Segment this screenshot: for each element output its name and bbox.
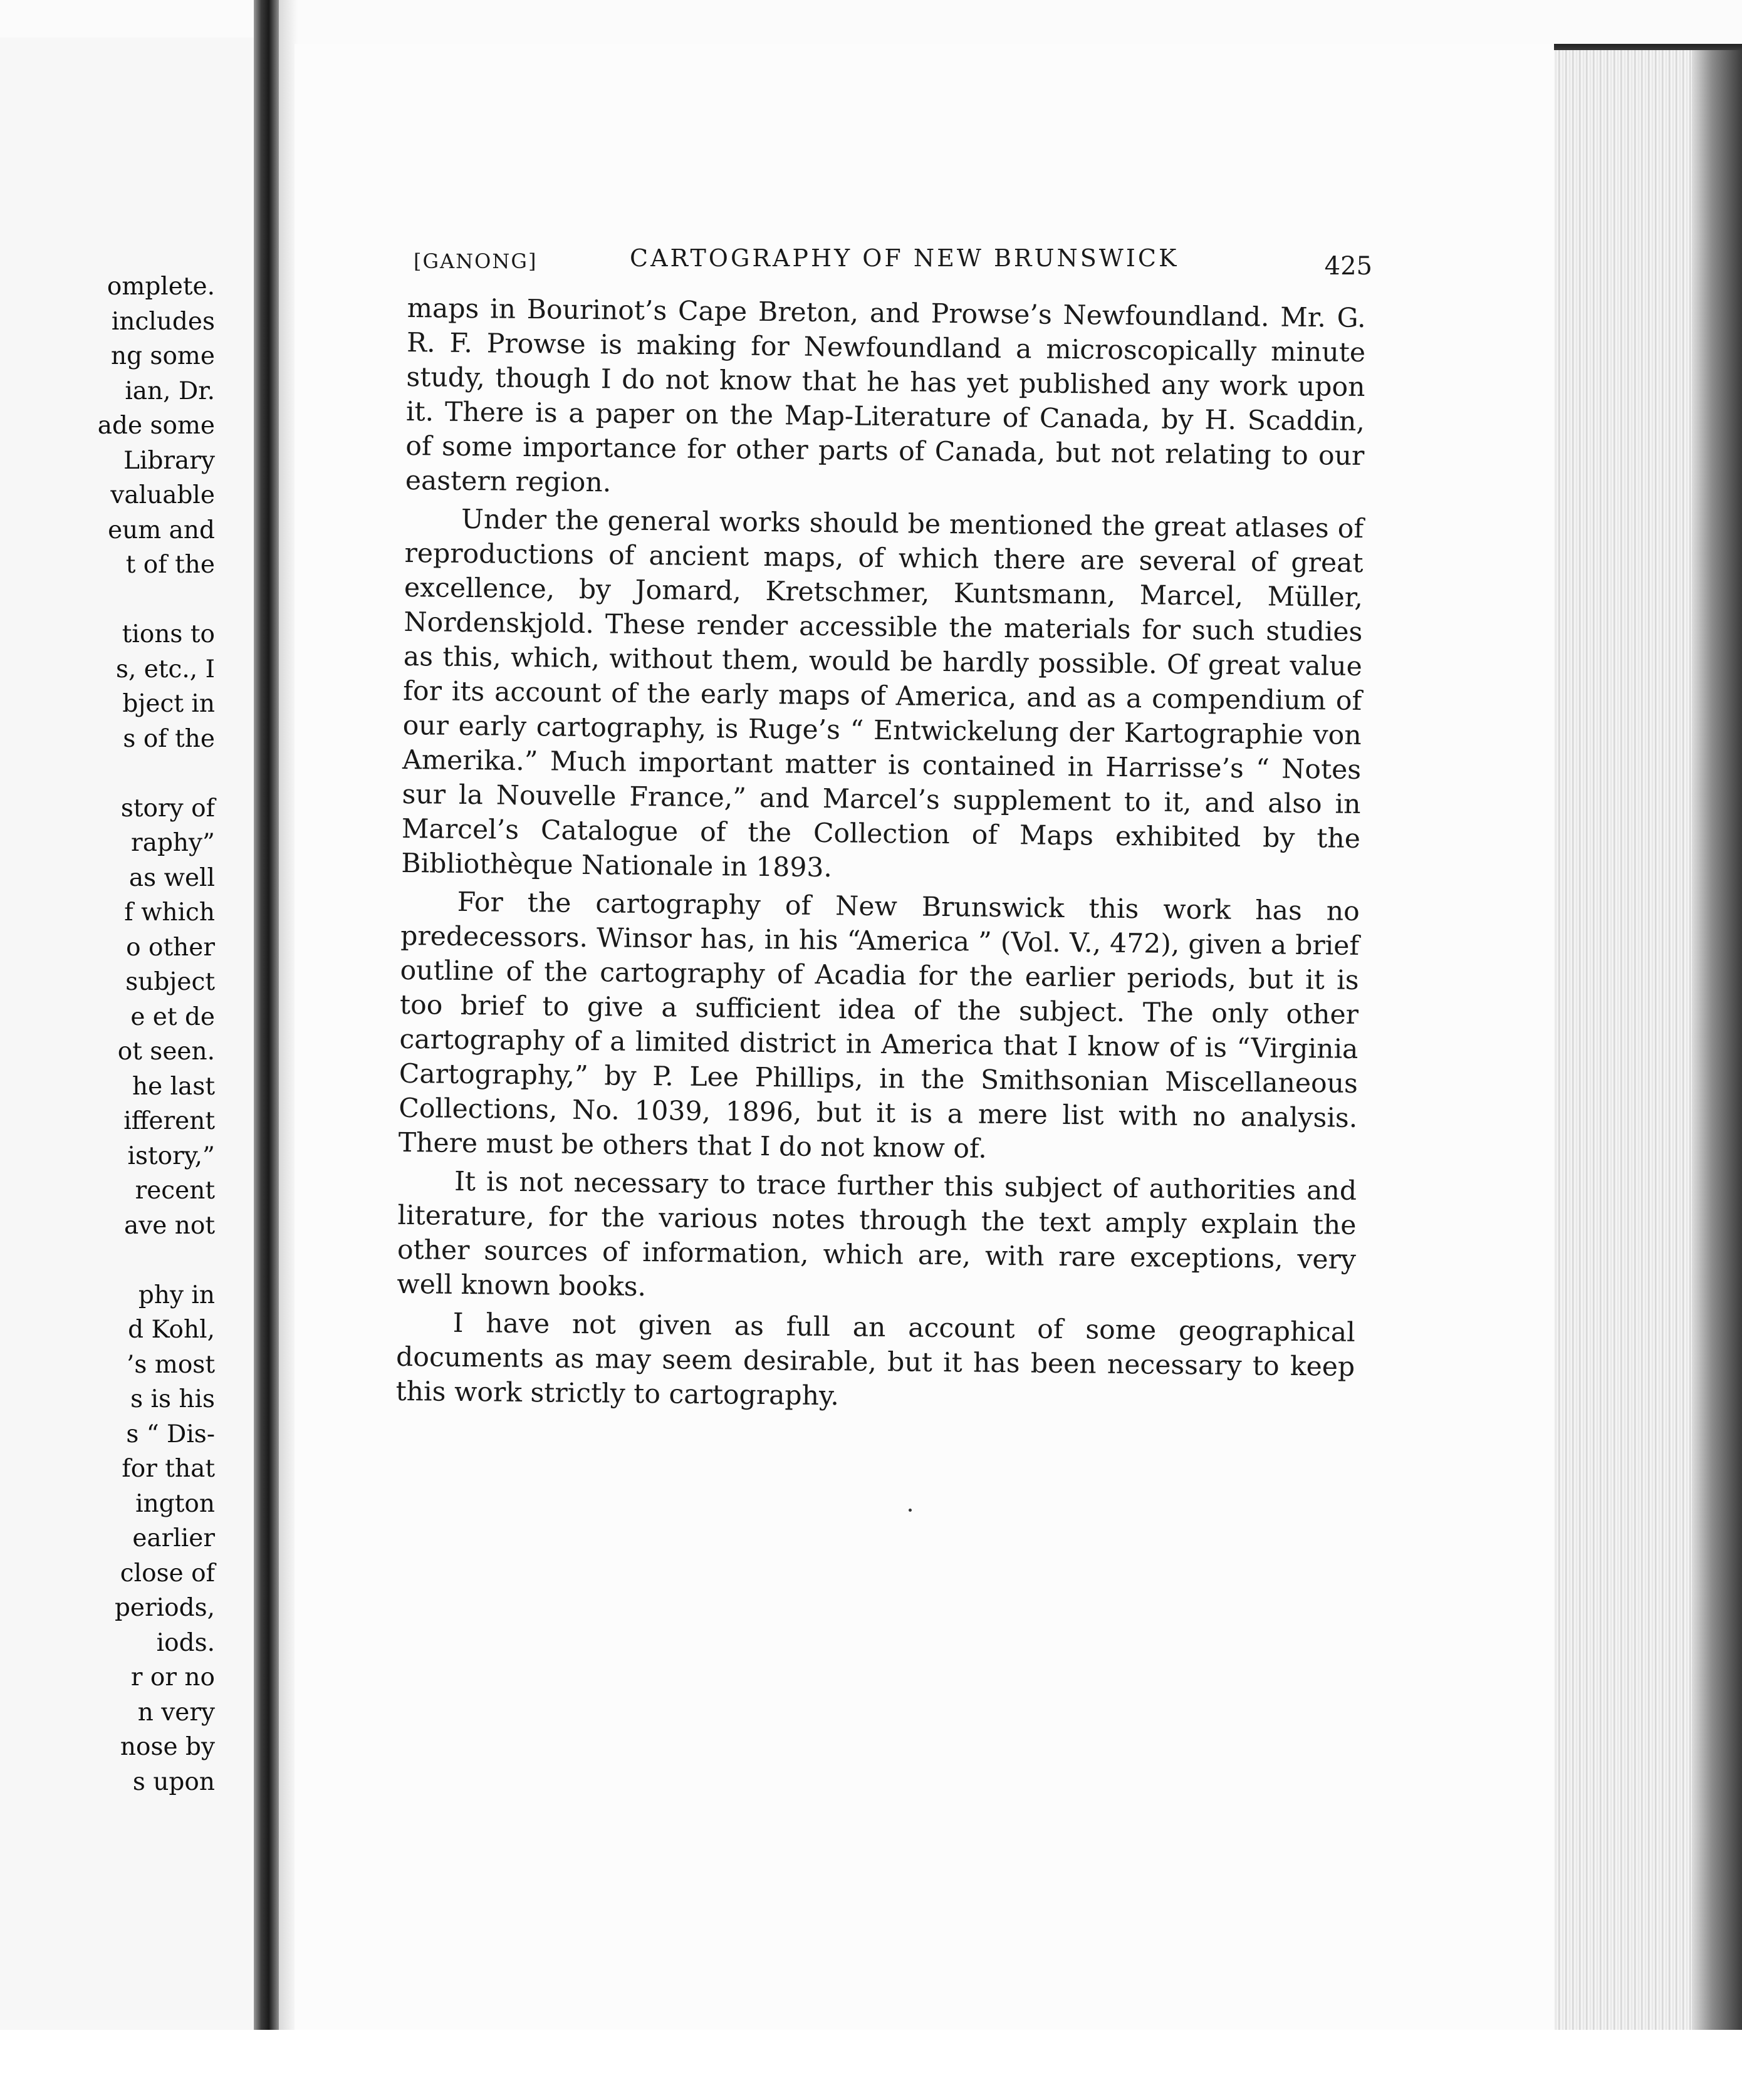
previous-page-line: f which <box>124 898 215 927</box>
running-title: CARTOGRAPHY OF NEW BRUNSWICK <box>630 244 1179 272</box>
previous-page-line: d Kohl, <box>128 1316 215 1344</box>
paragraph: maps in Bourinot’s Cape Breton, and Prowse’s Newfoundland. Mr. G. R. F. Prowse is making for Newfoundland a microscopically minute study, though I do not know that he has yet published any work upon it. There is a paper on the Map-Literature of Canada, by H. Scaddin, of some importance for other parts of Canada, but not relating to our eastern region. <box>405 293 1366 499</box>
previous-page-remnant <box>0 38 255 2030</box>
previous-page-line: Library <box>123 446 215 475</box>
previous-page-line: nose by <box>120 1733 215 1761</box>
previous-page-line: for that <box>122 1455 215 1483</box>
previous-page-line: valuable <box>110 481 215 509</box>
previous-page-line: ifferent <box>123 1107 215 1135</box>
previous-page-line: s is his <box>130 1385 215 1413</box>
author-tag: [GANONG] <box>414 249 538 273</box>
previous-page-line: n very <box>137 1698 215 1727</box>
previous-page-line: as well <box>128 863 215 892</box>
previous-page-line: s of the <box>123 724 215 753</box>
paragraph: For the cartography of New Brunswick this work has no predecessors. Winsor has, in his “America ” (Vol. V., 472), given a brief outline of the cartography of Acadia for the earlier periods, but it is too brief to give a sufficient idea of the subject. The only other cartography of a limited district in America that I know of is “Virginia Cartography,” by P. Lee Phillips, in the Smithsonian Miscellaneous Collections, No. 1039, 1896, but it is a mere list with no analysis. There must be others that I do not know of. <box>398 886 1360 1165</box>
previous-page-line: includes <box>111 307 215 336</box>
previous-page-gap <box>0 1243 215 1278</box>
previous-page-line: tions to <box>122 620 215 648</box>
page-425 <box>295 44 1554 2030</box>
previous-page-line: t of the <box>125 551 215 579</box>
previous-page-gap <box>0 756 215 791</box>
previous-page-line: r or no <box>130 1663 215 1692</box>
previous-page-gap <box>0 583 215 618</box>
previous-page-line: iods. <box>156 1628 215 1657</box>
previous-page-line: ade some <box>97 412 215 440</box>
previous-page-line: omplete. <box>107 273 215 301</box>
page-header <box>414 244 1372 282</box>
previous-page-text <box>0 269 215 1799</box>
page-number: 425 <box>1324 252 1372 281</box>
previous-page-line: close of <box>120 1559 215 1588</box>
body-text <box>395 291 1366 1423</box>
previous-page-line: bject in <box>122 690 215 718</box>
previous-page-line: o other <box>126 933 215 962</box>
fore-edge-shadow <box>1692 50 1742 2030</box>
paragraph: Under the general works should be mentioned the great atlases of reproductions of ancient maps, of which there are several of great excellence, by Jomard, Kretschmer, Kuntsmann, Marcel, Müller, Nordenskjold. These render accessible the materials for such studies as this, which, without them, would be hardly possible. Of great value for its account of the early maps of America, and as a compendium of our early cartography, is Ruge’s “ Entwickelung der Kartographie von Amerika.” Much important matter is contained in Harrisse’s “ Notes sur la Nouvelle France,” and Marcel’s supplement to it, and also in Marcel’s Catalogue of the Collection of Maps exhibited by the Bibliothèque Nationale in 1893. <box>401 504 1364 884</box>
previous-page-line: ot seen. <box>117 1037 215 1066</box>
previous-page-line: eum and <box>108 516 215 544</box>
previous-page-line: istory,” <box>127 1141 215 1170</box>
previous-page-line: s upon <box>132 1767 215 1796</box>
previous-page-line: ian, Dr. <box>125 377 215 405</box>
book-gutter <box>254 0 279 2100</box>
paragraph: I have not given as full an account of some geographical documents as may seem desirable, but it has been necessary to keep this work strictly to cartography. <box>395 1307 1355 1412</box>
previous-page-line: s “ Dis- <box>126 1420 215 1448</box>
scan-bottom-margin <box>0 2030 1742 2100</box>
previous-page-line: story of <box>120 794 215 823</box>
previous-page-line: ington <box>135 1489 215 1518</box>
previous-page-line: ’s most <box>127 1350 215 1379</box>
previous-page-line: periods, <box>114 1594 215 1622</box>
paragraph: It is not necessary to trace further this subject of authorities and literature, for the various notes through the text amply explain the other sources of information, which are, with rare exceptions, very well known books. <box>397 1166 1357 1303</box>
previous-page-line: raphy” <box>131 829 215 857</box>
previous-page-line: recent <box>135 1177 215 1205</box>
previous-page-line: e et de <box>130 1002 215 1031</box>
previous-page-line: earlier <box>132 1524 215 1552</box>
previous-page-line: ng some <box>110 342 215 370</box>
previous-page-line: phy in <box>138 1281 215 1309</box>
ink-speck <box>909 1509 912 1512</box>
previous-page-line: ave not <box>123 1211 215 1240</box>
previous-page-line: he last <box>132 1072 215 1101</box>
previous-page-line: subject <box>125 968 215 996</box>
previous-page-line: s, etc., I <box>116 655 215 684</box>
